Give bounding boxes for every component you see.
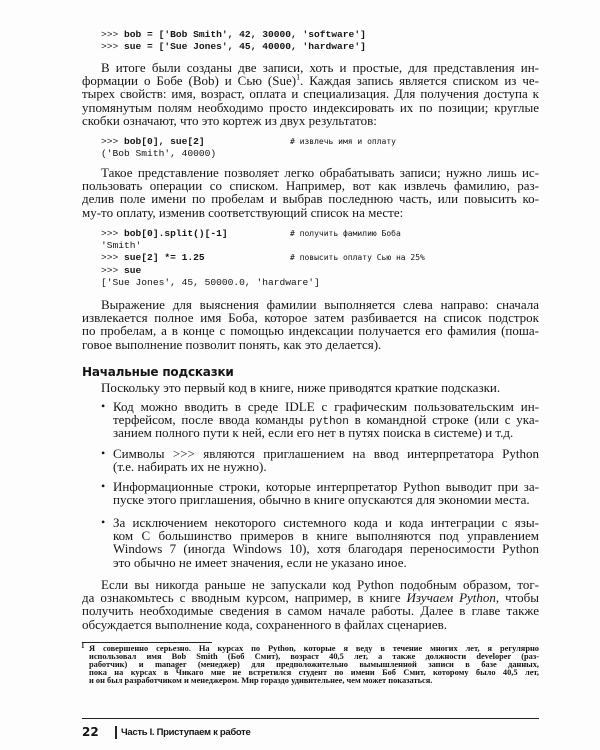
paragraph-line: говое выполнение позволит понять, как это делается). bbox=[82, 336, 382, 352]
paragraph-line: Такое представление позволяет легко обрабатывать записи; нужно лишь ис- bbox=[101, 165, 539, 180]
footnote-line: пока на курсах в Чикаго мне не встретился студент по имени Боб Смит, которому было 40,5 лет, bbox=[89, 668, 539, 677]
bullet-item-line: (т.е. набирать их не нужно). bbox=[113, 459, 267, 475]
prompt: >>> bbox=[101, 265, 125, 276]
code-line bbox=[101, 240, 141, 252]
prompt: >>> bbox=[101, 136, 125, 147]
footnote-number: 1 bbox=[81, 642, 85, 650]
text-segment: , чтобы bbox=[495, 590, 539, 606]
code-line bbox=[101, 228, 401, 240]
code-input: bob[0].split()[-1] bbox=[124, 228, 228, 239]
prompt: >>> bbox=[101, 29, 125, 40]
code-comment: # извлечь имя и оплату bbox=[290, 137, 396, 146]
bullet-item-line: Информационные строки, которые интерпретатор Python выводит при за- bbox=[113, 479, 539, 494]
section-heading: Начальные подсказки bbox=[82, 365, 234, 379]
code-output: ['Sue Jones', 45, 50000.0, 'hardware'] bbox=[101, 277, 320, 288]
code-output: 'Smith' bbox=[101, 240, 142, 251]
paragraph-line: Выражение для выяснения фамилии выполняется слева направо: сначала bbox=[101, 297, 539, 312]
bullet-item-line: ком C большинство примеров в книге выполняются под управлением bbox=[113, 528, 539, 544]
footnote-reference: 1 bbox=[296, 72, 301, 82]
footnote-line: Я совершенно серьезно. На курсах по Python, которые я веду в течение многих лет, я регулярно bbox=[89, 644, 539, 653]
paragraph-line: упомянутым полям необходимо просто индексировать их по позиции; круглые bbox=[82, 99, 539, 115]
paragraph-line: делив поле имени по пробелам и выбрав последнюю часть, или повысить ко- bbox=[82, 191, 539, 207]
code-comment: # получить фамилию Боба bbox=[290, 229, 401, 238]
footnote-divider bbox=[82, 642, 212, 643]
paragraph-line: пользовать операции со списком. Например, вот как извлечь фамилию, раз- bbox=[82, 178, 539, 194]
footnote-line: работчик) и manager (менеджер) для предположительно вымышленной записи в базе данных, bbox=[89, 660, 539, 669]
bullet-item-line: это обычно не имеет значения, если не указано иное. bbox=[113, 554, 407, 570]
code-line bbox=[101, 29, 366, 41]
paragraph-line: Поскольку это первый код в книге, ниже приводятся краткие подсказки. bbox=[101, 380, 501, 395]
text-segment: формации о Бобе (Bob) и Сью (Sue) bbox=[82, 73, 297, 89]
page-number: 22 bbox=[82, 725, 99, 739]
paragraph-line: Если вы никогда раньше не запускали код Python подобным образом, тог- bbox=[101, 577, 539, 592]
paragraph-line: получить необходимые сведения в самом начале работы. Далее в главе также bbox=[82, 603, 539, 619]
bullet-item-line: Символы >>> являются приглашением на ввод интерпретатора Python bbox=[113, 446, 539, 461]
footer-separator bbox=[115, 726, 117, 739]
footer-divider bbox=[82, 718, 539, 719]
prompt: >>> bbox=[101, 228, 125, 239]
paragraph-line bbox=[82, 74, 539, 87]
code-line bbox=[101, 277, 320, 289]
footnote-line: и он был разработчиком и менеджером. Мир гораздо удивительнее, чем может показаться. bbox=[89, 676, 433, 685]
code-line bbox=[101, 136, 396, 148]
code-input: sue = ['Sue Jones', 45, 40000, 'hardware'] bbox=[124, 41, 366, 52]
code-line bbox=[101, 252, 425, 264]
text-segment: . Каждая запись является списком из че- bbox=[300, 73, 539, 89]
bullet-item-line: занием полного пути к ней, если его нет в путях поиска в системе) и т.д. bbox=[113, 425, 514, 441]
bullet-icon: • bbox=[101, 446, 106, 460]
book-title: Изучаем Python bbox=[406, 590, 496, 606]
text-segment: терфейсом, после ввода команды bbox=[113, 412, 310, 428]
prompt: >>> bbox=[101, 41, 125, 52]
code-line bbox=[101, 148, 216, 160]
paragraph-line: В итоге были созданы две записи, хоть и простые, для представления ин- bbox=[101, 60, 539, 75]
code-input: sue bbox=[124, 265, 142, 276]
bullet-icon: • bbox=[101, 399, 106, 413]
paragraph-line: му-то оплату, изменив соответствующий список на месте: bbox=[82, 204, 404, 220]
paragraph-line: по пробелам, а в конце с помощью индексации получается его фамилия (поша- bbox=[82, 323, 539, 339]
code-line bbox=[101, 41, 366, 53]
code-output: ('Bob Smith', 40000) bbox=[101, 148, 217, 159]
code-line bbox=[101, 265, 141, 277]
code-input: bob[0], sue[2] bbox=[124, 136, 205, 147]
text-segment: в командной строке (или с ука- bbox=[348, 412, 539, 428]
paragraph-line: скобки означают, что это кортеж из двух результатов: bbox=[82, 112, 377, 128]
bullet-icon: • bbox=[101, 515, 106, 529]
paragraph-line: тырех свойств: имя, возраст, оплата и специализация. Для получения доступа к bbox=[82, 86, 539, 102]
code-input: sue[2] *= 1.25 bbox=[124, 252, 205, 263]
code-comment: # повысить оплату Сью на 25% bbox=[290, 253, 425, 262]
bullet-item-line: За исключением некоторого системного кода и кода интеграции с язы- bbox=[113, 515, 539, 530]
text-segment: да ознакомьтесь с вводным курсом, например, в книге bbox=[82, 590, 407, 606]
running-footer-title: Часть I. Приступаем к работе bbox=[121, 727, 251, 738]
paragraph-line bbox=[82, 591, 539, 604]
bullet-item-line: пуске этого приглашения, обычно в книге опускаются для экономии места. bbox=[113, 492, 530, 508]
inline-code: python bbox=[309, 416, 349, 429]
bullet-item-line: Код можно вводить в среде IDLE с графическим пользовательским ин- bbox=[113, 399, 539, 414]
bullet-icon: • bbox=[101, 479, 106, 493]
paragraph-line: извлекается полное имя Боба, которое затем разбивается на список подстрок bbox=[82, 310, 539, 326]
paragraph-line: обсуждается выполнение кода, сохраненного в файлах сценариев. bbox=[82, 616, 447, 632]
footnote-line: использовал имя Bob Smith (Боб Смит), возраст 40,5 лет, а также должности developer (раз- bbox=[89, 652, 539, 661]
prompt: >>> bbox=[101, 252, 125, 263]
bullet-item-line: Windows 7 (иногда Windows 10), хотя благодаря переносимости Python bbox=[113, 541, 539, 557]
code-input: bob = ['Bob Smith', 42, 30000, 'software'] bbox=[124, 29, 366, 40]
